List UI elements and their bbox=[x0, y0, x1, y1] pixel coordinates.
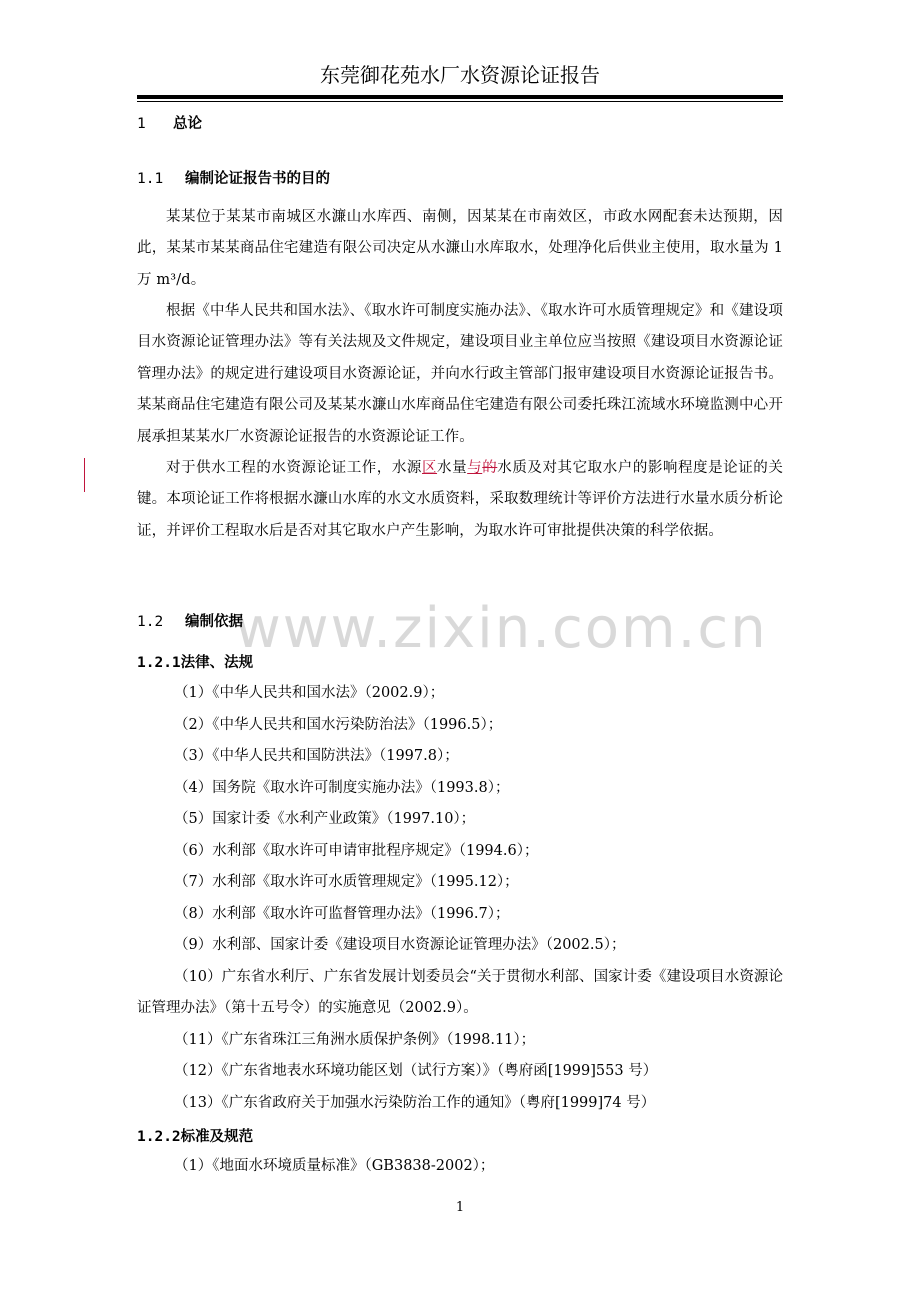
inserted-text: 区 bbox=[421, 460, 438, 476]
section-heading-1-1 bbox=[137, 169, 330, 189]
section-heading-1-2 bbox=[137, 612, 243, 632]
deleted-text: 的 bbox=[482, 460, 498, 476]
law-list-item: （9）水利部、国家计委《建设项目水资源论证管理办法》（2002.5）； bbox=[174, 937, 626, 953]
law-list-item: （13）《广东省政府关于加强水污染防治工作的通知》（粤府[1999]74 号） bbox=[174, 1095, 656, 1111]
law-list-item: （10）广东省水利厅、广东省发展计划委员会“关于贯彻水利部、国家计委《建设项目水资源论证管理办法》（第十五号令）的实施意见（2002.9）。 bbox=[137, 969, 783, 1017]
law-list-item: （12）《广东省地表水环境功能区划（试行方案）》（粤府函[1999]553 号） bbox=[174, 1063, 658, 1079]
section-number: 1.2.1 bbox=[137, 655, 181, 671]
section-number: 1.2.2 bbox=[137, 1129, 181, 1145]
section-title: 编制依据 bbox=[185, 613, 243, 630]
header-rule-thin bbox=[137, 101, 783, 102]
running-header-title: 东莞御花苑水厂水资源论证报告 bbox=[320, 63, 600, 87]
watermark-text: www.zixin.com.cn bbox=[235, 596, 768, 661]
law-list-item: （11）《广东省珠江三角洲水质保护条例》（1998.11）； bbox=[174, 1032, 536, 1048]
section-heading-1 bbox=[137, 114, 202, 134]
revision-change-bar bbox=[84, 458, 85, 492]
header-rule-thick bbox=[137, 95, 783, 99]
section-heading-1-2-1 bbox=[137, 653, 253, 673]
law-list-item: （4）国务院《取水许可制度实施办法》（1993.8）； bbox=[174, 780, 510, 796]
section-heading-1-2-2 bbox=[137, 1127, 253, 1147]
law-list-item: （2）《中华人民共和国水污染防治法》（1996.5）； bbox=[174, 717, 503, 733]
section-title: 总论 bbox=[173, 115, 202, 132]
law-list-item: （1）《中华人民共和国水法》（2002.9）； bbox=[174, 685, 445, 701]
paragraph-purpose-3: 对于供水工程的水资源论证工作，水源区水量与的水质及对其它取水户的影响程度是论证的关键。本项论证工作将根据水濂山水库的水文水质资料，采取数理统计等评价方法进行水量水质分析论证，并评价工程取水后是否对其它取水户产生影响，为取水许可审批提供决策的科学依据。 bbox=[137, 460, 783, 539]
paragraph-purpose-2: 根据《中华人民共和国水法》、《取水许可制度实施办法》、《取水许可水质管理规定》和《建设项目水资源论证管理办法》等有关法规及文件规定，建设项目业主单位应当按照《建设项目水资源论证管理办法》的规定进行建设项目水资源论证，并向水行政主管部门报审建设项目水资源论证报告书。某某商品住宅建造有限公司及某某水濂山水库商品住宅建造有限公司委托珠江流域水环境监测中心开展承担某某水厂水资源论证报告的水资源论证工作。 bbox=[137, 303, 783, 445]
law-list-item: （3）《中华人民共和国防洪法》（1997.8）； bbox=[174, 748, 459, 764]
standard-list-item: （1）《地面水环境质量标准》（GB3838-2002）； bbox=[174, 1158, 495, 1174]
section-title: 法律、法规 bbox=[180, 654, 254, 671]
paragraph-purpose-1: 某某位于某某市南城区水濂山水库西、南侧，因某某在市南效区，市政水网配套未达预期，因此，某某市某某商品住宅建造有限公司决定从水濂山水库取水，处理净化后供业主使用，取水量为 1 万 m³/d。 bbox=[137, 209, 783, 288]
law-list-item: （6）水利部《取水许可申请审批程序规定》（1994.6）； bbox=[174, 843, 539, 859]
law-list-item: （8）水利部《取水许可监督管理办法》（1996.7）； bbox=[174, 906, 510, 922]
inserted-text: 与 bbox=[467, 460, 483, 476]
section-number: 1 bbox=[137, 116, 146, 132]
section-title: 标准及规范 bbox=[180, 1128, 254, 1145]
section-number: 1.2 bbox=[137, 614, 164, 630]
section-number: 1.1 bbox=[137, 171, 164, 187]
page-number: 1 bbox=[455, 1200, 465, 1215]
law-list-item: （5）国家计委《水利产业政策》（1997.10）； bbox=[174, 811, 476, 827]
section-title: 编制论证报告书的目的 bbox=[185, 170, 330, 187]
law-list-item: （7）水利部《取水许可水质管理规定》（1995.12）； bbox=[174, 874, 519, 890]
